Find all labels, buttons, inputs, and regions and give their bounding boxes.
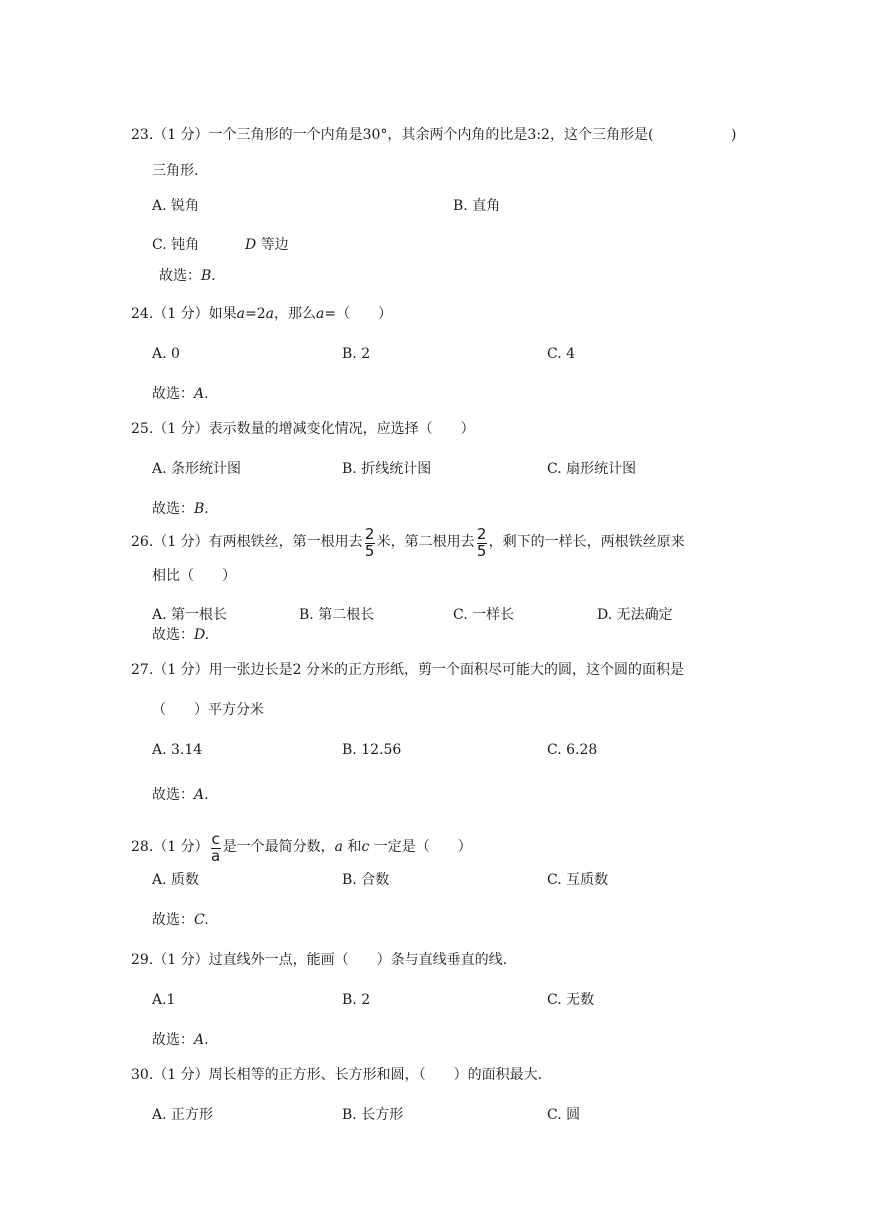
q27-option-c: C. 6.28 [547, 742, 598, 758]
q26-stem [131, 525, 685, 560]
q26-option-b: B. 第二根长 [299, 607, 375, 623]
q24-option-c: C. 4 [547, 346, 576, 362]
q26-stem-part-2: 米，第二根用去 [376, 534, 475, 550]
q27-answer-value: A. [194, 787, 209, 803]
q23-option-a: A. 锐角 [152, 198, 200, 214]
q23-option-d-letter: D [245, 237, 257, 253]
q24-stem-part-4: =（ ） [324, 306, 393, 322]
q26-stem-part-1: 26.（1 分）有两根铁丝，第一根用去 [131, 534, 363, 550]
fraction-numerator: c [211, 830, 220, 848]
q26-answer [152, 626, 209, 644]
q25-stem: 25.（1 分）表示数量的增减变化情况，应选择（ ） [131, 421, 475, 437]
q24-answer-value: A. [194, 386, 209, 402]
q26-fraction-1 [364, 525, 376, 560]
q27-option-b: B. 12.56 [342, 742, 402, 758]
q28-fraction [210, 830, 222, 865]
q24-var-a: a [236, 306, 245, 322]
q23-option-d [245, 236, 289, 254]
q28-answer-prefix: 故选： [152, 912, 194, 928]
q27-stem-cont: （ ）平方分米 [152, 702, 264, 718]
q26-answer-value: D. [194, 627, 210, 643]
q26-option-c: C. 一样长 [453, 607, 515, 623]
q26-stem-part-3: ，剩下的一样长，两根铁丝原来 [488, 534, 685, 550]
q29-option-c: C. 无数 [547, 992, 595, 1008]
q28-stem-part-4: 一定是（ ） [369, 839, 472, 855]
q23-answer-value: B. [201, 268, 216, 284]
q30-stem: 30.（1 分）周长相等的正方形、长方形和圆，（ ）的面积最大. [131, 1067, 543, 1083]
q23-stem-cont: 三角形. [152, 163, 199, 179]
q23-option-b: B. 直角 [453, 198, 501, 214]
q29-stem: 29.（1 分）过直线外一点，能画（ ）条与直线垂直的线. [131, 952, 508, 968]
q28-var-a: a [334, 839, 343, 855]
q28-answer [152, 911, 209, 929]
q24-stem-part-2: =2 [244, 306, 266, 322]
q25-answer [152, 500, 209, 518]
q29-answer-value: A. [194, 1032, 209, 1048]
q28-stem-part-2: 是一个最简分数， [222, 839, 335, 855]
q25-answer-prefix: 故选： [152, 501, 194, 517]
q23-answer [159, 267, 216, 285]
fraction-denominator: 5 [476, 542, 487, 560]
q23-option-d-text: 等边 [260, 237, 289, 253]
q28-stem-part-3: 和 [342, 839, 362, 855]
q28-option-b: B. 合数 [342, 872, 390, 888]
q28-option-c: C. 互质数 [547, 872, 609, 888]
q26-option-a: A. 第一根长 [152, 607, 228, 623]
q25-option-c: C. 扇形统计图 [547, 461, 637, 477]
q29-answer [152, 1031, 209, 1049]
q24-var-a: a [265, 306, 274, 322]
q28-stem-part-1: 28.（1 分） [131, 839, 209, 855]
q26-answer-prefix: 故选： [152, 627, 194, 643]
q26-stem-cont: 相比（ ） [152, 568, 236, 584]
q27-answer-prefix: 故选： [152, 787, 194, 803]
q27-option-a: A. 3.14 [152, 742, 203, 758]
fraction-denominator: 5 [364, 542, 375, 560]
q25-option-b: B. 折线统计图 [342, 461, 432, 477]
q23-answer-prefix: 故选： [159, 268, 201, 284]
q24-option-b: B. 2 [342, 346, 371, 362]
q30-option-a: A. 正方形 [152, 1107, 214, 1123]
q29-option-a: A.1 [152, 992, 176, 1008]
q28-stem [131, 830, 472, 865]
q23-stem-text: 23.（1 分）一个三角形的一个内角是30°，其余两个内角的比是3:2，这个三角形是( [131, 127, 654, 143]
q28-answer-value: C. [194, 912, 209, 928]
q25-answer-value: B. [194, 501, 209, 517]
q27-stem: 27.（1 分）用一张边长是2 分米的正方形纸，剪一个面积尽可能大的圆，这个圆的面积是 [131, 662, 684, 678]
q23-stem [131, 126, 653, 144]
q24-stem-part-3: ，那么 [273, 306, 316, 322]
q28-var-c: c [361, 839, 370, 855]
q26-fraction-2 [476, 525, 488, 560]
q24-answer-prefix: 故选： [152, 386, 194, 402]
fraction-numerator: 2 [364, 525, 375, 543]
q24-answer [152, 385, 209, 403]
q23-option-c: C. 钝角 [152, 237, 200, 253]
q24-option-a: A. 0 [152, 346, 180, 362]
q26-option-d: D. 无法确定 [597, 607, 673, 623]
q30-option-b: B. 长方形 [342, 1107, 404, 1123]
q29-option-b: B. 2 [342, 992, 371, 1008]
fraction-denominator: a [211, 847, 221, 865]
q24-var-a: a [315, 306, 325, 322]
q30-option-c: C. 圆 [547, 1107, 581, 1123]
q29-answer-prefix: 故选： [152, 1032, 194, 1048]
q27-answer [152, 786, 209, 804]
q28-option-a: A. 质数 [152, 872, 200, 888]
fraction-numerator: 2 [476, 525, 487, 543]
q24-stem [131, 305, 392, 323]
q25-option-a: A. 条形统计图 [152, 461, 242, 477]
q24-stem-part-1: 24.（1 分）如果 [131, 306, 237, 322]
q23-stem-close: ) [731, 127, 737, 143]
